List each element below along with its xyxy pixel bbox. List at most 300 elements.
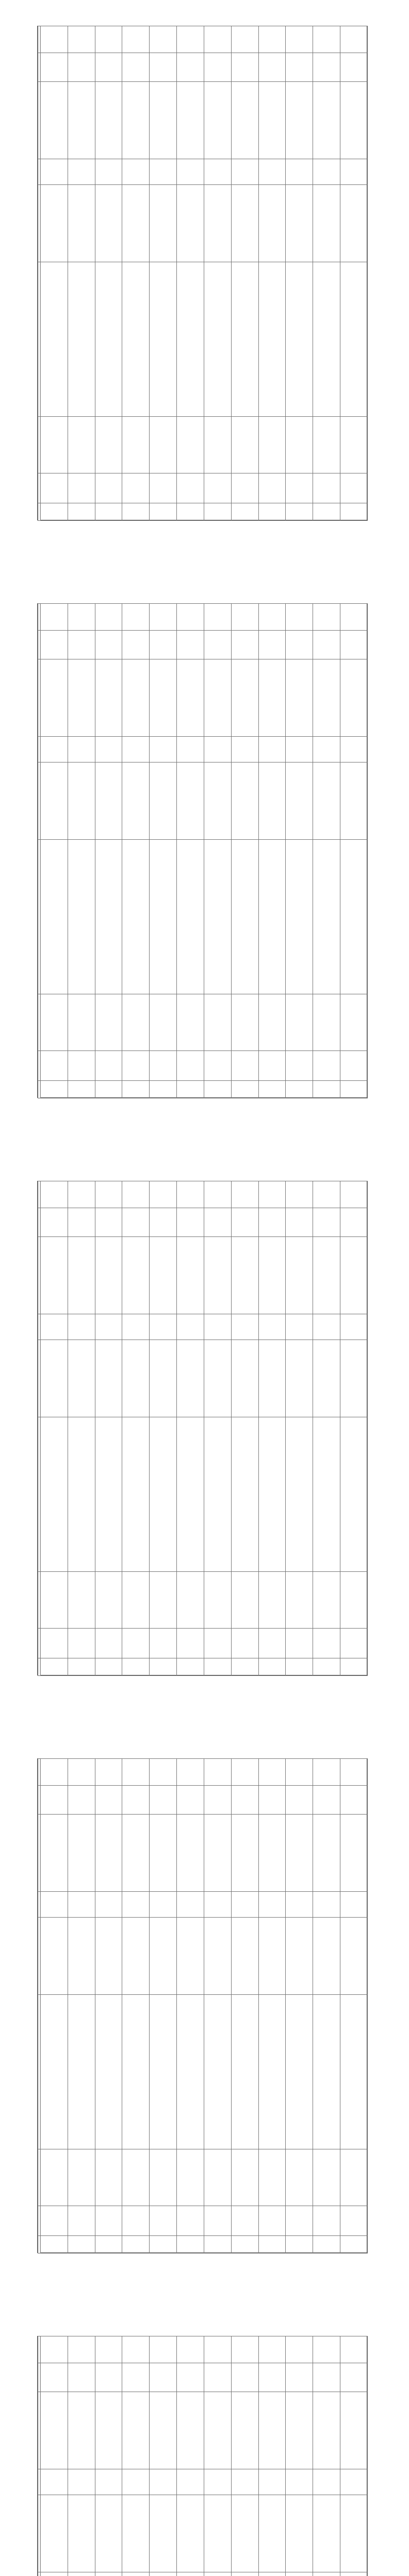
document-page	[0, 0, 409, 578]
table-cell	[68, 631, 95, 659]
table-cell	[150, 2495, 177, 2572]
table-cell	[41, 1658, 68, 1676]
table-cell	[258, 1759, 286, 1786]
table-cell	[95, 82, 122, 159]
table-cell	[95, 604, 122, 631]
table-cell	[122, 1208, 150, 1237]
table-cell	[313, 2236, 340, 2253]
table-cell	[122, 1629, 150, 1658]
table-cell	[286, 1786, 313, 1815]
table-cell	[95, 262, 122, 417]
table-cell	[258, 1572, 286, 1629]
table-cell	[204, 159, 231, 185]
table-cell	[286, 473, 313, 503]
table-cell	[258, 1658, 286, 1676]
table-cell	[313, 1786, 340, 1815]
table-cell	[258, 1181, 286, 1208]
table-cell	[122, 1417, 150, 1572]
table-cell	[95, 1181, 122, 1208]
table-cell	[122, 1051, 150, 1081]
table-cell	[286, 1314, 313, 1340]
table-row	[204, 604, 231, 1098]
table-cell	[231, 1181, 258, 1208]
table-cell	[95, 1051, 122, 1081]
table-cell	[95, 1237, 122, 1314]
table-cell	[95, 1208, 122, 1237]
table-row	[204, 1759, 231, 2253]
table-cell	[258, 1995, 286, 2149]
table-cell	[286, 82, 313, 159]
table-cell	[177, 417, 204, 473]
table-row	[313, 1759, 340, 2253]
table-row	[122, 26, 150, 521]
table-row	[231, 1759, 258, 2253]
table-cell	[95, 1314, 122, 1340]
table-cell	[313, 1918, 340, 1995]
table-cell	[204, 473, 231, 503]
table-cell	[68, 1918, 95, 1995]
table-cell	[313, 631, 340, 659]
table-row	[41, 604, 68, 1098]
table-cell	[286, 1237, 313, 1314]
table-cell	[204, 1340, 231, 1417]
table-cell	[41, 2495, 68, 2572]
table-cell	[122, 53, 150, 82]
table-cell	[122, 840, 150, 994]
table-row	[340, 2336, 368, 2576]
table-cell	[177, 1051, 204, 1081]
table-cell	[68, 994, 95, 1051]
table-row	[258, 1181, 286, 1676]
table-cell	[313, 2149, 340, 2206]
table-cell	[150, 1081, 177, 1098]
table-cell	[340, 2363, 368, 2392]
table-row	[286, 1759, 313, 2253]
table-cell	[204, 1918, 231, 1995]
table-cell	[313, 1629, 340, 1658]
table-cell	[286, 2363, 313, 2392]
table-cell	[41, 604, 68, 631]
table-cell	[204, 2236, 231, 2253]
table-cell	[150, 1340, 177, 1417]
document-page	[0, 1155, 409, 1733]
page-table-frame	[37, 2336, 367, 2576]
table-cell	[313, 737, 340, 762]
table-cell	[231, 1629, 258, 1658]
table-cell	[286, 1081, 313, 1098]
table-cell	[41, 185, 68, 262]
table-cell	[95, 659, 122, 737]
table-row	[95, 26, 122, 521]
table-cell	[150, 473, 177, 503]
table-cell	[258, 631, 286, 659]
table-cell	[95, 737, 122, 762]
table-cell	[122, 1081, 150, 1098]
table-cell	[41, 1417, 68, 1572]
table-cell	[150, 1314, 177, 1340]
table-cell	[204, 2363, 231, 2392]
table-cell	[41, 2469, 68, 2495]
table-cell	[68, 1572, 95, 1629]
table-cell	[150, 1208, 177, 1237]
table-cell	[231, 1081, 258, 1098]
table-cell	[68, 1815, 95, 1892]
table-cell	[95, 2469, 122, 2495]
table-cell	[177, 1417, 204, 1572]
table-cell	[313, 1892, 340, 1918]
table-cell	[340, 2469, 368, 2495]
table-cell	[340, 1208, 368, 1237]
table-cell	[95, 1417, 122, 1572]
table-cell	[177, 1815, 204, 1892]
table-cell	[231, 2236, 258, 2253]
table-cell	[177, 2336, 204, 2363]
table-cell	[122, 1786, 150, 1815]
table-row	[286, 1181, 313, 1676]
table-cell	[313, 2206, 340, 2236]
table-row	[122, 1759, 150, 2253]
table-row	[258, 26, 286, 521]
table-cell	[313, 1314, 340, 1340]
table-cell	[231, 2363, 258, 2392]
table-cell	[286, 503, 313, 521]
table-cell	[68, 762, 95, 840]
table-cell	[231, 762, 258, 840]
table-cell	[150, 503, 177, 521]
table-cell	[177, 1208, 204, 1237]
table-cell	[95, 1815, 122, 1892]
table-row	[95, 1181, 122, 1676]
table-cell	[258, 1918, 286, 1995]
table-cell	[204, 631, 231, 659]
table-cell	[258, 2206, 286, 2236]
table-row	[68, 1181, 95, 1676]
table-cell	[204, 2392, 231, 2469]
table-cell	[122, 262, 150, 417]
table-cell	[258, 1629, 286, 1658]
table-row	[258, 2336, 286, 2576]
table-cell	[286, 762, 313, 840]
table-cell	[231, 2392, 258, 2469]
table-cell	[286, 2392, 313, 2469]
table-cell	[177, 26, 204, 53]
table-cell	[258, 659, 286, 737]
table-cell	[204, 1081, 231, 1098]
table-cell	[286, 262, 313, 417]
table-cell	[258, 1051, 286, 1081]
table-cell	[68, 2336, 95, 2363]
table-cell	[204, 2469, 231, 2495]
table-row	[177, 604, 204, 1098]
table-cell	[231, 659, 258, 737]
table-cell	[204, 2206, 231, 2236]
table-cell	[150, 1658, 177, 1676]
table-cell	[150, 762, 177, 840]
requirements-table	[38, 2336, 368, 2576]
table-cell	[204, 1815, 231, 1892]
table-cell	[177, 2495, 204, 2572]
table-cell	[68, 82, 95, 159]
table-cell	[41, 1572, 68, 1629]
table-cell	[204, 1759, 231, 1786]
table-cell	[122, 82, 150, 159]
table-cell	[41, 2572, 68, 2576]
table-cell	[177, 1340, 204, 1417]
table-cell	[231, 2206, 258, 2236]
table-cell	[340, 659, 368, 737]
table-cell	[340, 262, 368, 417]
table-cell	[177, 631, 204, 659]
table-cell	[68, 2392, 95, 2469]
table-cell	[68, 1629, 95, 1658]
table-cell	[41, 1786, 68, 1815]
table-cell	[286, 737, 313, 762]
table-cell	[95, 2206, 122, 2236]
table-cell	[68, 53, 95, 82]
table-cell	[340, 1786, 368, 1815]
table-cell	[204, 604, 231, 631]
table-row	[286, 2336, 313, 2576]
table-cell	[204, 262, 231, 417]
table-cell	[340, 737, 368, 762]
table-cell	[41, 1892, 68, 1918]
table-cell	[258, 840, 286, 994]
table-cell	[313, 1081, 340, 1098]
table-cell	[340, 1081, 368, 1098]
table-cell	[231, 1995, 258, 2149]
table-cell	[177, 1892, 204, 1918]
table-row	[68, 2336, 95, 2576]
table-cell	[177, 473, 204, 503]
table-cell	[150, 1815, 177, 1892]
table-cell	[258, 604, 286, 631]
table-cell	[313, 262, 340, 417]
table-cell	[204, 53, 231, 82]
table-cell	[68, 737, 95, 762]
table-cell	[204, 1417, 231, 1572]
table-cell	[313, 1572, 340, 1629]
table-cell	[231, 262, 258, 417]
table-cell	[41, 1081, 68, 1098]
table-cell	[122, 2363, 150, 2392]
table-cell	[122, 417, 150, 473]
table-cell	[258, 2469, 286, 2495]
table-cell	[313, 659, 340, 737]
table-cell	[41, 26, 68, 53]
table-cell	[177, 82, 204, 159]
table-cell	[231, 473, 258, 503]
rotated-table-wrapper	[38, 26, 368, 521]
table-cell	[177, 1081, 204, 1098]
table-cell	[177, 762, 204, 840]
table-cell	[150, 659, 177, 737]
table-cell	[231, 53, 258, 82]
table-cell	[340, 473, 368, 503]
table-cell	[122, 185, 150, 262]
table-cell	[150, 2206, 177, 2236]
table-cell	[204, 1208, 231, 1237]
table-cell	[150, 1237, 177, 1314]
table-cell	[95, 1918, 122, 1995]
table-row	[150, 2336, 177, 2576]
table-cell	[231, 1237, 258, 1314]
table-cell	[68, 262, 95, 417]
table-cell	[340, 26, 368, 53]
table-cell	[41, 1759, 68, 1786]
table-cell	[231, 1208, 258, 1237]
table-cell	[313, 503, 340, 521]
table-cell	[41, 262, 68, 417]
table-cell	[313, 1658, 340, 1676]
table-cell	[204, 762, 231, 840]
table-cell	[231, 1314, 258, 1340]
table-row	[41, 2336, 68, 2576]
table-cell	[41, 1340, 68, 1417]
table-row	[41, 1759, 68, 2253]
table-cell	[177, 2149, 204, 2206]
table-cell	[150, 604, 177, 631]
table-cell	[340, 2336, 368, 2363]
table-cell	[150, 1181, 177, 1208]
table-cell	[41, 631, 68, 659]
table-cell	[340, 159, 368, 185]
table-cell	[204, 2149, 231, 2206]
table-cell	[177, 53, 204, 82]
table-cell	[150, 1417, 177, 1572]
table-cell	[95, 473, 122, 503]
table-cell	[258, 2495, 286, 2572]
table-cell	[177, 2363, 204, 2392]
table-cell	[122, 2495, 150, 2572]
table-cell	[258, 2336, 286, 2363]
table-cell	[95, 1786, 122, 1815]
table-cell	[231, 503, 258, 521]
table-cell	[68, 2363, 95, 2392]
table-cell	[340, 2572, 368, 2576]
table-cell	[313, 159, 340, 185]
table-cell	[286, 1892, 313, 1918]
page-table-frame	[37, 26, 367, 520]
table-cell	[286, 1918, 313, 1995]
table-cell	[204, 1786, 231, 1815]
table-cell	[204, 185, 231, 262]
table-cell	[95, 1892, 122, 1918]
table-cell	[122, 1892, 150, 1918]
table-cell	[313, 604, 340, 631]
table-cell	[68, 2469, 95, 2495]
table-cell	[286, 1572, 313, 1629]
table-cell	[340, 1918, 368, 1995]
table-cell	[177, 2392, 204, 2469]
table-cell	[95, 1572, 122, 1629]
table-cell	[231, 840, 258, 994]
table-cell	[340, 604, 368, 631]
table-cell	[340, 417, 368, 473]
table-cell	[177, 1918, 204, 1995]
table-cell	[150, 26, 177, 53]
table-cell	[313, 2469, 340, 2495]
table-cell	[68, 1237, 95, 1314]
table-cell	[68, 604, 95, 631]
table-cell	[68, 1314, 95, 1340]
table-cell	[231, 1892, 258, 1918]
table-cell	[231, 185, 258, 262]
table-cell	[95, 185, 122, 262]
table-cell	[122, 503, 150, 521]
page-table-frame	[37, 1758, 367, 2253]
table-cell	[286, 159, 313, 185]
page-table-frame	[37, 1181, 367, 1675]
table-cell	[204, 2336, 231, 2363]
document-page	[0, 1733, 409, 2310]
table-cell	[286, 659, 313, 737]
table-cell	[41, 159, 68, 185]
table-row	[150, 604, 177, 1098]
table-cell	[286, 2336, 313, 2363]
table-cell	[68, 185, 95, 262]
table-cell	[313, 473, 340, 503]
table-cell	[231, 26, 258, 53]
table-cell	[231, 2572, 258, 2576]
table-row	[340, 604, 368, 1098]
rotated-table-wrapper	[38, 1181, 368, 1676]
table-cell	[204, 1572, 231, 1629]
table-cell	[258, 53, 286, 82]
table-row	[204, 1181, 231, 1676]
table-cell	[95, 1340, 122, 1417]
table-cell	[313, 82, 340, 159]
table-cell	[68, 159, 95, 185]
table-cell	[231, 1815, 258, 1892]
table-cell	[258, 2572, 286, 2576]
requirements-table	[38, 26, 368, 521]
table-row	[177, 26, 204, 521]
table-cell	[68, 2495, 95, 2572]
table-row	[204, 26, 231, 521]
table-cell	[150, 631, 177, 659]
table-cell	[95, 503, 122, 521]
table-cell	[258, 159, 286, 185]
table-cell	[122, 1237, 150, 1314]
table-cell	[41, 659, 68, 737]
table-cell	[95, 2363, 122, 2392]
table-cell	[258, 1208, 286, 1237]
table-cell	[258, 1417, 286, 1572]
table-cell	[41, 503, 68, 521]
table-cell	[258, 26, 286, 53]
table-cell	[68, 2572, 95, 2576]
table-cell	[231, 82, 258, 159]
table-cell	[231, 631, 258, 659]
table-cell	[95, 762, 122, 840]
document-page	[0, 578, 409, 1155]
table-cell	[258, 262, 286, 417]
table-cell	[340, 1658, 368, 1676]
table-cell	[122, 1181, 150, 1208]
table-cell	[150, 994, 177, 1051]
table-cell	[41, 737, 68, 762]
table-cell	[95, 417, 122, 473]
table-cell	[150, 1892, 177, 1918]
table-cell	[340, 1314, 368, 1340]
table-cell	[286, 2495, 313, 2572]
table-cell	[313, 1417, 340, 1572]
table-cell	[95, 1629, 122, 1658]
table-cell	[340, 185, 368, 262]
table-cell	[68, 2206, 95, 2236]
table-cell	[313, 2495, 340, 2572]
table-cell	[177, 2236, 204, 2253]
